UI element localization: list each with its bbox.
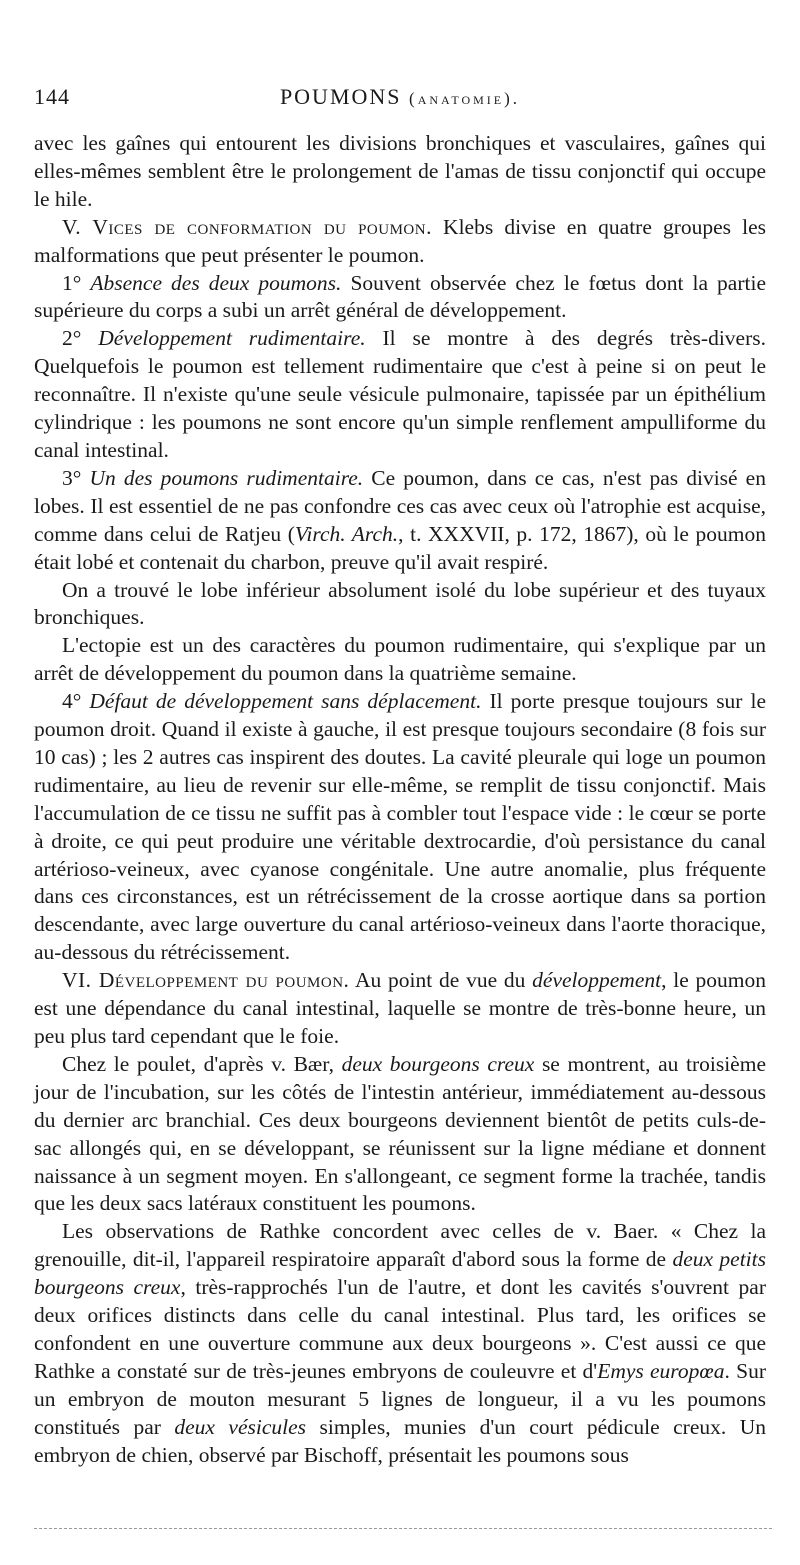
emphasis: développement <box>532 968 662 993</box>
citation-journal: Virch. Arch. <box>294 521 399 546</box>
paragraph-text: , très-rapprochés l'un de l'autre, et dont les cavités s'ouvrent par deux orifices distincts dans celle du canal intestinal. Plus tard, les orifices se confondent en une ouverture commune aux deux bourgeons ». C'est aussi ce que Rathke a constaté sur de très-jeunes embryons de couleuvre et d' <box>34 1275 767 1383</box>
item-1 <box>34 270 766 326</box>
paragraph-text: . Sur un embryon de mouton mesurant 5 lignes de longueur, il a vu les poumons constitués par <box>34 1358 766 1439</box>
item-number: 4° <box>62 689 90 714</box>
running-title <box>94 84 766 110</box>
footer-rule <box>34 1528 772 1529</box>
emphasis: deux petits bourgeons creux <box>34 1247 766 1300</box>
paragraph-text: Les observations de Rathke concordent avec celles de v. Baer. « Chez la grenouille, dit-il, l'appareil respiratoire apparaît d'abord sous la forme de <box>34 1219 766 1272</box>
paragraph-text: Klebs divise en quatre groupes les malformations que peut présenter le poumon. <box>34 214 767 267</box>
emphasis: deux bourgeons creux <box>341 1051 535 1076</box>
paragraph <box>34 632 766 688</box>
item-3 <box>34 465 766 577</box>
section-heading: V. Vices de conformation du poumon. <box>62 214 432 239</box>
paragraph-text: se montrent, au troisième jour de l'incubation, sur les côtés de l'intestin antérieur, immédiatement au-dessous du dernier arc branchial. Ces deux bourgeons deviennent bientôt de petits culs-de-sac allongés qui, en se développant, se réunissent sur la ligne médiane et donnent naissance à un segment moyen. En s'allongeant, ce segment forme la trachée, tandis que les deux sacs latéraux constituent les poumons. <box>34 1051 766 1216</box>
paragraph <box>34 577 766 633</box>
section-heading: VI. Développement du poumon. <box>62 968 350 993</box>
item-number: 3° <box>62 465 90 490</box>
paragraph-text: Chez le poulet, d'après v. Bær, <box>62 1051 342 1076</box>
emphasis: Emys europœa <box>597 1358 725 1383</box>
paragraph-text: , t. XXXVII, p. 172, 1867), où le poumon était lobé et contenait du charbon, preuve qu'il avait respiré. <box>34 521 766 574</box>
paragraph-text: avec les gaînes qui entourent les divisions bronchiques et vasculaires, gaînes qui elles-mêmes semblent être le prolongement de l'amas de tissu conjonctif qui occupe le hile. <box>34 131 766 211</box>
paragraph-text: Il se montre à des degrés très-divers. Quelquefois le poumon est tellement rudimentaire que c'est à peine si on peut le reconnaître. Il n'existe qu'une seule vésicule pulmonaire, tapissée par un épithélium cylindrique : les poumons ne sont encore qu'un simple renflement ampulliforme du canal intestinal. <box>34 326 766 462</box>
paragraph-text: Souvent observée chez le fœtus dont la partie supérieure du corps a subi un arrêt général de développement. <box>34 270 766 323</box>
paragraph <box>34 1051 766 1218</box>
item-4 <box>34 688 766 967</box>
item-number: 2° <box>62 326 99 351</box>
page-number: 144 <box>34 84 70 109</box>
body-text <box>34 130 766 1470</box>
running-header <box>34 84 766 124</box>
item-number: 1° <box>62 270 91 295</box>
item-title: Défaut de développement sans déplacement. <box>89 689 482 714</box>
item-2 <box>34 325 766 465</box>
section-vi <box>34 967 766 1051</box>
paragraph-text: Ce poumon, dans ce cas, n'est pas divisé en lobes. Il est essentiel de ne pas confondre ces cas avec ceux où l'atrophie est acquise, comme dans celui de Ratjeu ( <box>34 465 766 546</box>
paragraph-text: L'ectopie est un des caractères du poumon rudimentaire, qui s'explique par un arrêt de développement du poumon dans la quatrième semaine. <box>34 633 766 686</box>
paragraph-text: , le poumon est une dépendance du canal intestinal, laquelle se montre de très-bonne heure, un peu plus tard cependant que le foie. <box>34 968 766 1048</box>
paragraph-continuation <box>34 130 766 214</box>
item-title: Un des poumons rudimentaire. <box>89 465 364 490</box>
running-title-sub: (anatomie). <box>409 89 521 108</box>
paragraph-text: Il porte presque toujours sur le poumon droit. Quand il existe à gauche, il est presque toujours secondaire (8 fois sur 10 cas) ; les 2 autres cas inspirent des doutes. La cavité pleurale qui loge un poumon rudimentaire, au lieu de revenir sur elle-même, se remplit de tissu conjonctif. Mais l'accumulation de ce tissu ne suffit pas à combler tout l'espace vide : le cœur se porte à droite, ce qui peut produire une véritable dextrocardie, d'où persistance du canal artérioso-veineux, avec cyanose congénitale. Une autre anomalie, plus fréquente dans ces circonstances, est un rétrécissement de la crosse aortique dans sa portion descendante, avec large ouverture du canal artérioso-veineux dans l'aorte thoracique, au-dessous du rétrécissement. <box>34 689 767 965</box>
emphasis: deux vésicules <box>174 1414 307 1439</box>
section-v <box>34 214 766 270</box>
running-title-main: POUMONS <box>279 84 402 109</box>
paragraph <box>34 1218 766 1469</box>
paragraph-text: Au point de vue du <box>349 968 533 993</box>
paragraph-text: On a trouvé le lobe inférieur absolument isolé du lobe supérieur et des tuyaux bronchiques. <box>34 577 766 630</box>
paragraph-text: simples, munies d'un court pédicule creux. Un embryon de chien, observé par Bischoff, présentait les poumons sous <box>34 1414 766 1467</box>
item-title: Absence des deux poumons. <box>90 270 342 295</box>
item-title: Développement rudimentaire. <box>98 326 366 351</box>
